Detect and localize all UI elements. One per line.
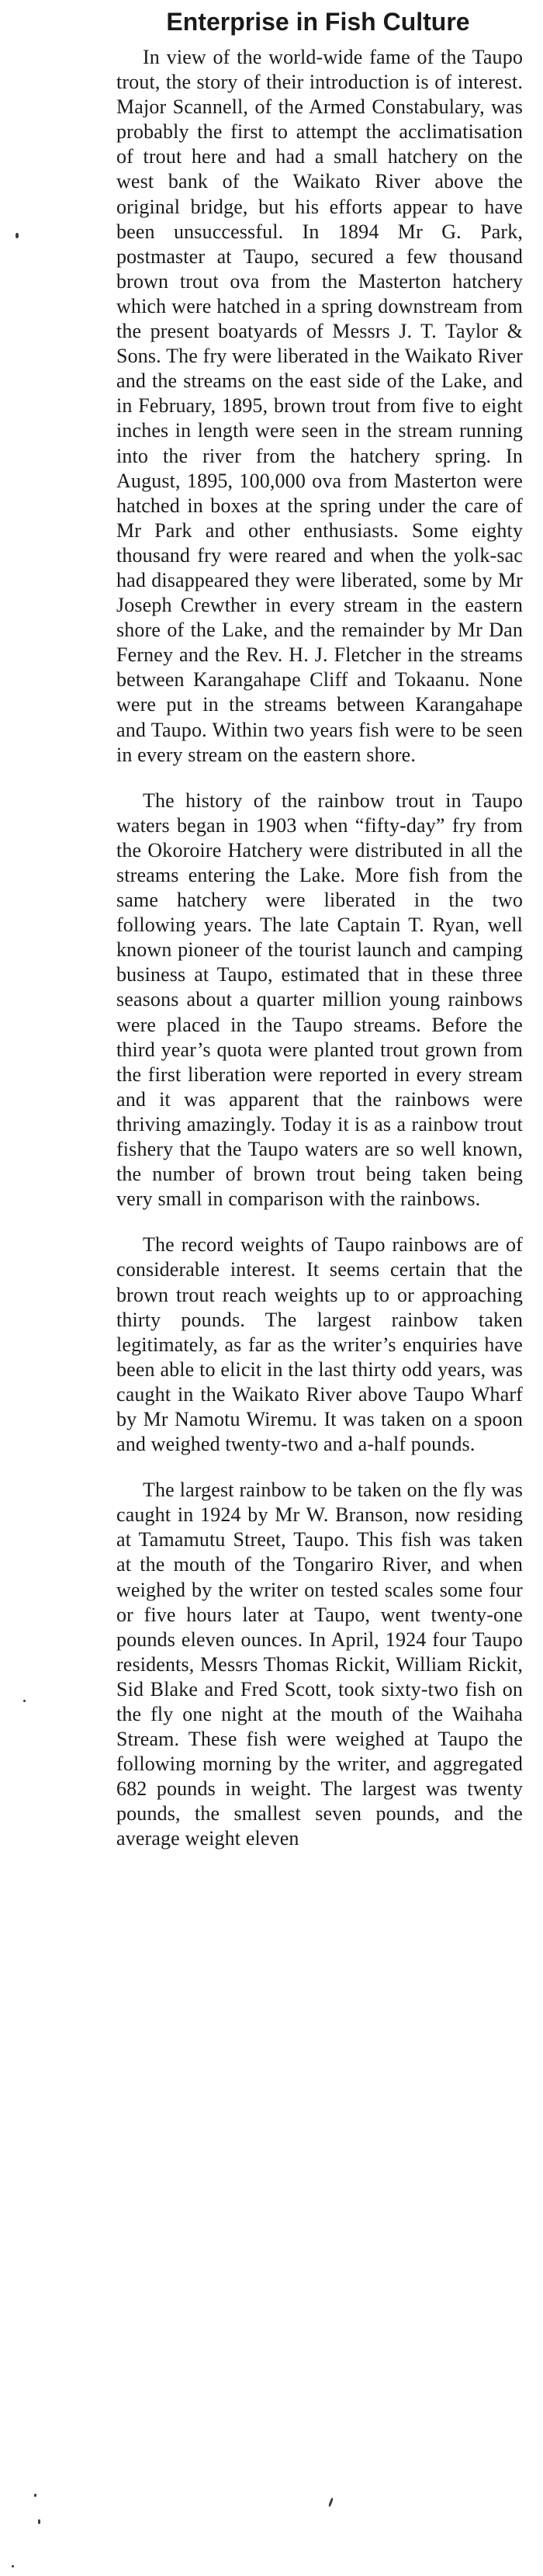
article-paragraph-4: The largest rainbow to be taken on the fly was caught in 1924 by Mr W. Branson, now residing at Tamamutu Street, Taupo. This fish was taken at the mouth of the Tongariro River, and when weighed by the writer on tested scales some four or five hours later at Taupo, went twenty-one pounds eleven ounces. In April, 1924 four Taupo residents, Messrs Thomas Rickit, William Rickit, Sid Blake and Fred Scott, took sixty-two fish on the fly one night at the mouth of the Waihaha Stream. These fish were weighed at Taupo the following morning by the writer, and aggregated 682 pounds in weight. The largest was twenty pounds, the smallest seven pounds, and the average weight eleven [116,1479,523,1850]
scan-speck [34,2494,36,2497]
article-paragraph-3: The record weights of Taupo rainbows are of considerable interest. It seems certain that the brown trout reach weights up to or approaching thirty pounds. The largest rainbow taken legitimately, as far as the writer’s enquiries have been able to elicit in the last thirty odd years, was caught in the Waikato River above Taupo Wharf by Mr Namotu Wiremu. It was taken on a spoon and weighed twenty-two and a-half pounds. [116,1233,523,1456]
article-paragraph-1: In view of the world-wide fame of the Taupo trout, the story of their introduction is of interest. Major Scannell, of the Armed Constabulary, was probably the first to attempt the acclimatisation of trout here and had a small hatchery on the west bank of the Waikato River above the original bridge, but his efforts appear to have been unsuccessful. In 1894 Mr G. Park, postmaster at Taupo, secured a few thousand brown trout ova from the Masterton hatchery which were hatched in a spring downstream from the present boatyards of Messrs J. T. Taylor & Sons. The fry were liberated in the Waikato River and the streams on the east side of the Lake, and in February, 1895, brown trout from five to eight inches in length were seen in the stream running into the river from the hatchery spring. In August, 1895, 100,000 ova from Masterton were hatched in boxes at the spring under the care of Mr Park and other enthusiasts. Some eighty thousand fry were reared and when the yolk-sac had disappeared they were liberated, some by Mr Joseph Crewther in every stream in the eastern shore of the Lake, and the remainder by Mr Dan Ferney and the Rev. H. J. Fletcher in the streams between Karangahape Cliff and Tokaanu. None were put in the streams between Karangahape and Taupo. Within two years fish were to be seen in every stream on the eastern shore. [116,46,523,766]
scan-speck [328,2498,334,2507]
scan-speck [23,1700,26,1702]
scan-speck [12,2565,14,2567]
scan-speck [38,2519,40,2524]
article-body [116,45,523,1873]
article-paragraph-2: The history of the rainbow trout in Taupo waters began in 1903 when “fifty-day” fry from the Okoroire Hatchery were distributed in all the streams entering the Lake. More fish from the same hatchery were liberated in the two following years. The late Captain T. Ryan, well known pioneer of the tourist launch and camping business at Taupo, estimated that in these three seasons about a quarter million young rainbows were placed in the Taupo streams. Before the third year’s quota were planted trout grown from the first liberation were reported in every stream and it was apparent that the rainbows were thriving amazingly. Today it is as a rainbow trout fishery that the Taupo waters are so well known, the number of brown trout being taken being very small in comparison with the rainbows. [116,789,523,1211]
article-headline: Enterprise in Fish Culture [166,8,470,36]
scan-speck [16,233,19,238]
